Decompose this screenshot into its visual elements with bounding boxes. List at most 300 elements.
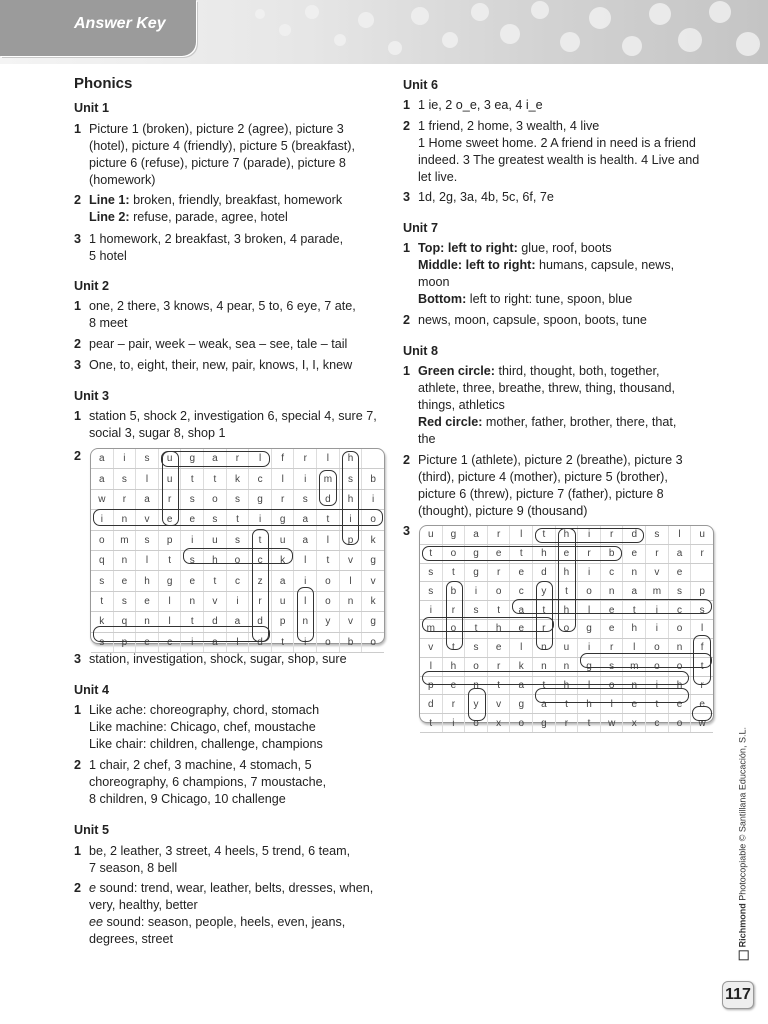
grid-cell: t bbox=[227, 510, 250, 529]
grid-cell: l bbox=[510, 526, 533, 544]
grid-cell: i bbox=[646, 677, 669, 695]
grid-cell: r bbox=[578, 545, 601, 563]
grid-cell: t bbox=[443, 639, 466, 657]
grid-cell: s bbox=[181, 490, 204, 509]
grid-cell: g bbox=[510, 695, 533, 713]
grid-cell: a bbox=[204, 449, 227, 468]
grid-cell: t bbox=[533, 677, 556, 695]
grid-cell: t bbox=[623, 601, 646, 619]
grid-cell: r bbox=[114, 490, 137, 509]
grid-cell: t bbox=[488, 601, 511, 619]
grid-cell: t bbox=[533, 526, 556, 544]
grid-cell: g bbox=[533, 714, 556, 732]
unit-5-item-1: 1 be, 2 leather, 3 street, 4 heels, 5 trend, 6 team, 7 season, 8 bell bbox=[74, 844, 351, 875]
grid-cell: t bbox=[700, 661, 704, 673]
grid-cell: e bbox=[181, 571, 204, 590]
grid-cell: o bbox=[370, 636, 376, 648]
grid-cell: c bbox=[159, 633, 182, 652]
grid-cell: t bbox=[556, 695, 579, 713]
grid-cell: k bbox=[91, 612, 114, 631]
grid-cell: n bbox=[533, 639, 556, 657]
grid-cell: i bbox=[227, 592, 250, 611]
unit-2-item-1: 1 one, 2 there, 3 knows, 4 pear, 5 to, 6 eye, 7 ate, 8 meet bbox=[74, 299, 356, 330]
grid-cell: g bbox=[249, 490, 272, 509]
grid-cell: s bbox=[465, 639, 488, 657]
grid-cell: d bbox=[533, 564, 556, 582]
grid-cell: f bbox=[700, 642, 704, 654]
grid-cell: t bbox=[465, 620, 488, 638]
grid-cell: t bbox=[204, 571, 227, 590]
grid-cell: i bbox=[294, 571, 317, 590]
grid-cell: w bbox=[601, 714, 624, 732]
grid-cell: n bbox=[623, 677, 646, 695]
grid-cell: a bbox=[623, 582, 646, 600]
grid-cell: e bbox=[623, 695, 646, 713]
grid-cell: e bbox=[510, 620, 533, 638]
grid-cell: l bbox=[294, 551, 317, 570]
unit-1-item-3: 3 1 homework, 2 breakfast, 3 broken, 4 parade, 5 hotel bbox=[74, 232, 344, 263]
grid-cell: v bbox=[136, 510, 159, 529]
grid-cell: i bbox=[646, 620, 669, 638]
grid-cell: h bbox=[533, 545, 556, 563]
grid-row bbox=[91, 469, 384, 489]
grid-cell: e bbox=[136, 592, 159, 611]
unit-1-item-2: 2 Line 1: broken, friendly, breakfast, homework Line 2: refuse, parade, agree, hotel bbox=[74, 193, 343, 224]
grid-cell: t bbox=[249, 531, 272, 550]
grid-cell: u bbox=[556, 639, 579, 657]
grid-cell: s bbox=[91, 571, 114, 590]
header-banner bbox=[0, 0, 768, 64]
grid-cell bbox=[691, 564, 713, 582]
grid-cell: i bbox=[294, 469, 317, 488]
grid-cell: u bbox=[699, 529, 705, 541]
grid-cell: b bbox=[340, 633, 363, 652]
grid-cell: m bbox=[420, 620, 443, 638]
grid-cell: e bbox=[114, 571, 137, 590]
grid-cell: u bbox=[159, 469, 182, 488]
grid-cell: g bbox=[465, 545, 488, 563]
grid-cell: r bbox=[294, 449, 317, 468]
grid-cell: h bbox=[556, 564, 579, 582]
grid-cell: s bbox=[91, 633, 114, 652]
grid-cell: g bbox=[272, 510, 295, 529]
grid-cell: h bbox=[340, 449, 363, 468]
grid-cell: v bbox=[370, 575, 376, 587]
grid-cell: d bbox=[249, 612, 272, 631]
grid-cell: n bbox=[340, 592, 363, 611]
grid-cell: x bbox=[488, 714, 511, 732]
grid-cell: u bbox=[159, 449, 182, 468]
grid-cell: l bbox=[578, 601, 601, 619]
grid-cell: g bbox=[578, 658, 601, 676]
grid-cell: l bbox=[272, 469, 295, 488]
grid-cell: i bbox=[578, 564, 601, 582]
grid-cell: h bbox=[556, 601, 579, 619]
grid-cell: v bbox=[420, 639, 443, 657]
grid-cell: h bbox=[443, 658, 466, 676]
grid-cell: s bbox=[114, 469, 137, 488]
grid-cell: c bbox=[227, 571, 250, 590]
grid-cell: h bbox=[204, 551, 227, 570]
grid-cell: v bbox=[340, 612, 363, 631]
grid-cell: a bbox=[533, 695, 556, 713]
grid-cell: a bbox=[91, 449, 114, 468]
grid-cell: c bbox=[510, 582, 533, 600]
grid-cell: r bbox=[601, 526, 624, 544]
grid-cell: d bbox=[623, 526, 646, 544]
grid-row bbox=[420, 526, 713, 545]
grid-cell: r bbox=[533, 620, 556, 638]
grid-cell: r bbox=[227, 449, 250, 468]
grid-cell: s bbox=[699, 604, 705, 616]
grid-cell: o bbox=[669, 620, 692, 638]
unit-2-item-3: 3 One, to, eight, their, new, pair, knows, I, I, knew bbox=[74, 358, 353, 372]
grid-cell: s bbox=[227, 531, 250, 550]
grid-row bbox=[91, 633, 384, 653]
grid-cell: r bbox=[700, 679, 704, 691]
grid-cell bbox=[362, 449, 384, 468]
grid-cell: g bbox=[370, 555, 376, 567]
grid-cell: a bbox=[91, 469, 114, 488]
grid-row bbox=[420, 601, 713, 620]
unit-4-title: Unit 4 bbox=[74, 683, 109, 697]
grid-cell: s bbox=[646, 526, 669, 544]
grid-cell: m bbox=[317, 469, 340, 488]
grid-cell: t bbox=[159, 551, 182, 570]
unit-4-item-1: 1 Like ache: choreography, chord, stomach Like machine: Chicago, chef, moustache Like chair: children, challenge, champions bbox=[74, 703, 323, 751]
grid-cell: w bbox=[698, 717, 706, 729]
grid-cell: o bbox=[317, 633, 340, 652]
grid-row bbox=[420, 714, 713, 733]
grid-cell: h bbox=[340, 490, 363, 509]
grid-cell: a bbox=[204, 633, 227, 652]
grid-cell: n bbox=[533, 658, 556, 676]
grid-cell: e bbox=[699, 698, 705, 710]
grid-cell: h bbox=[488, 620, 511, 638]
grid-cell: h bbox=[556, 677, 579, 695]
grid-cell: e bbox=[488, 639, 511, 657]
grid-cell: o bbox=[443, 545, 466, 563]
grid-cell: t bbox=[420, 545, 443, 563]
grid-cell: o bbox=[510, 714, 533, 732]
grid-cell: e bbox=[510, 564, 533, 582]
grid-cell: s bbox=[136, 531, 159, 550]
grid-row bbox=[91, 612, 384, 632]
grid-cell: e bbox=[181, 510, 204, 529]
grid-cell: r bbox=[488, 526, 511, 544]
grid-cell: u bbox=[420, 526, 443, 544]
grid-cell: s bbox=[204, 510, 227, 529]
grid-cell: r bbox=[249, 592, 272, 611]
grid-cell: n bbox=[669, 639, 692, 657]
grid-cell: o bbox=[601, 677, 624, 695]
grid-cell: l bbox=[159, 592, 182, 611]
grid-cell: p bbox=[114, 633, 137, 652]
grid-cell: b bbox=[443, 582, 466, 600]
unit-6-item-3: 3 1d, 2g, 3a, 4b, 5c, 6f, 7e bbox=[403, 190, 554, 204]
grid-cell: g bbox=[443, 526, 466, 544]
grid-cell: m bbox=[114, 531, 137, 550]
grid-cell: l bbox=[159, 612, 182, 631]
grid-cell: t bbox=[317, 510, 340, 529]
grid-cell: a bbox=[136, 490, 159, 509]
grid-cell: l bbox=[601, 695, 624, 713]
grid-cell: f bbox=[272, 449, 295, 468]
grid-cell: l bbox=[227, 633, 250, 652]
grid-cell: l bbox=[701, 623, 704, 635]
grid-cell: u bbox=[204, 531, 227, 550]
grid-cell: s bbox=[227, 490, 250, 509]
grid-cell: i bbox=[443, 714, 466, 732]
grid-row bbox=[91, 490, 384, 510]
unit-8-title: Unit 8 bbox=[403, 344, 438, 358]
grid-cell: s bbox=[294, 490, 317, 509]
grid-row bbox=[420, 620, 713, 639]
grid-cell: r bbox=[488, 564, 511, 582]
grid-cell: s bbox=[181, 551, 204, 570]
grid-cell: e bbox=[556, 545, 579, 563]
grid-cell: i bbox=[578, 526, 601, 544]
grid-cell: i bbox=[340, 510, 363, 529]
grid-cell: o bbox=[370, 514, 376, 526]
word-search-grid-1 bbox=[90, 448, 385, 648]
grid-cell: d bbox=[420, 695, 443, 713]
unit-7-item-1: 1 Top: left to right: glue, roof, boots Middle: left to right: humans, capsule, news, moon Bottom: left to right: tune, spoon, blue bbox=[403, 241, 675, 306]
grid-row bbox=[91, 531, 384, 551]
grid-cell: b bbox=[370, 473, 376, 485]
unit-4-item-2: 2 1 chair, 2 chef, 3 machine, 4 stomach, 5 choreography, 6 champions, 7 moustache, 8 children, 9 Chicago, 10 challenge bbox=[74, 758, 327, 806]
grid-cell: t bbox=[181, 612, 204, 631]
grid-cell: n bbox=[623, 564, 646, 582]
grid-cell: a bbox=[272, 571, 295, 590]
grid-cell: t bbox=[533, 601, 556, 619]
grid-cell: s bbox=[420, 582, 443, 600]
grid-cell: o bbox=[646, 658, 669, 676]
grid-cell: y bbox=[533, 582, 556, 600]
grid-row bbox=[91, 592, 384, 612]
grid-cell: n bbox=[136, 612, 159, 631]
unit-5-title: Unit 5 bbox=[74, 823, 109, 837]
header-tab bbox=[0, 0, 196, 56]
grid-cell: h bbox=[136, 571, 159, 590]
grid-cell: h bbox=[556, 526, 579, 544]
grid-cell: s bbox=[669, 582, 692, 600]
grid-cell: n bbox=[556, 658, 579, 676]
grid-cell: k bbox=[227, 469, 250, 488]
grid-cell: i bbox=[646, 601, 669, 619]
grid-cell: e bbox=[669, 564, 692, 582]
grid-cell: a bbox=[510, 601, 533, 619]
grid-cell: n bbox=[181, 592, 204, 611]
grid-cell: d bbox=[317, 490, 340, 509]
grid-cell: c bbox=[669, 601, 692, 619]
grid-cell: h bbox=[669, 677, 692, 695]
grid-cell: l bbox=[420, 658, 443, 676]
grid-cell: k bbox=[272, 551, 295, 570]
grid-cell: i bbox=[91, 510, 114, 529]
grid-cell: g bbox=[370, 616, 376, 628]
unit-7-item-2: 2 news, moon, capsule, spoon, boots, tune bbox=[403, 313, 647, 327]
grid-cell: n bbox=[465, 677, 488, 695]
grid-cell: v bbox=[204, 592, 227, 611]
grid-cell: t bbox=[181, 469, 204, 488]
unit-1-item-1: 1 Picture 1 (broken), picture 2 (agree), picture 3 (hotel), picture 4 (friendly), picture 5 (breakfast), picture 6 (refuse), picture 7 (parade), picture 8 (homework) bbox=[74, 122, 355, 187]
grid-row bbox=[420, 677, 713, 696]
grid-cell: b bbox=[601, 545, 624, 563]
grid-cell: v bbox=[646, 564, 669, 582]
grid-cell: t bbox=[556, 582, 579, 600]
grid-cell: c bbox=[249, 469, 272, 488]
grid-cell: o bbox=[227, 551, 250, 570]
grid-cell: y bbox=[317, 612, 340, 631]
grid-cell: u bbox=[272, 592, 295, 611]
grid-cell: g bbox=[159, 571, 182, 590]
grid-row bbox=[420, 658, 713, 677]
grid-cell: t bbox=[646, 695, 669, 713]
grid-cell: v bbox=[488, 695, 511, 713]
unit-8-item-2: 2 Picture 1 (athlete), picture 2 (breathe), picture 3 (third), picture 4 (mother), picture 5 (brother), picture 6 (threw), picture 7 (father), picture 8 (thought), picture 9 (thousand) bbox=[403, 453, 683, 518]
grid-row bbox=[420, 582, 713, 601]
unit-2-title: Unit 2 bbox=[74, 279, 109, 293]
grid-row bbox=[420, 545, 713, 564]
grid-cell: t bbox=[443, 564, 466, 582]
grid-row bbox=[91, 571, 384, 591]
grid-cell: p bbox=[159, 531, 182, 550]
grid-cell: l bbox=[578, 677, 601, 695]
grid-cell: t bbox=[578, 714, 601, 732]
grid-cell: e bbox=[601, 620, 624, 638]
grid-cell: l bbox=[317, 449, 340, 468]
grid-cell: x bbox=[623, 714, 646, 732]
grid-cell: p bbox=[699, 585, 705, 597]
grid-cell: s bbox=[601, 658, 624, 676]
grid-cell: l bbox=[510, 639, 533, 657]
grid-cell: i bbox=[465, 582, 488, 600]
grid-cell: k bbox=[370, 595, 376, 607]
grid-cell: u bbox=[272, 531, 295, 550]
grid-cell: s bbox=[136, 449, 159, 468]
grid-cell: o bbox=[443, 620, 466, 638]
grid-cell: l bbox=[317, 531, 340, 550]
grid-cell: i bbox=[114, 449, 137, 468]
grid-cell: r bbox=[488, 658, 511, 676]
grid-row bbox=[420, 564, 713, 583]
unit-6-item-1: 1 1 ie, 2 o_e, 3 ea, 4 i_e bbox=[403, 98, 543, 112]
grid-cell: h bbox=[578, 695, 601, 713]
grid-row bbox=[91, 551, 384, 571]
grid-cell: y bbox=[465, 695, 488, 713]
grid-cell: w bbox=[91, 490, 114, 509]
grid-cell: n bbox=[601, 582, 624, 600]
grid-cell: n bbox=[294, 612, 317, 631]
grid-cell: t bbox=[510, 545, 533, 563]
grid-cell: t bbox=[91, 592, 114, 611]
grid-row bbox=[420, 695, 713, 714]
grid-cell: l bbox=[249, 449, 272, 468]
grid-cell: e bbox=[669, 695, 692, 713]
grid-cell: o bbox=[578, 582, 601, 600]
grid-cell: k bbox=[370, 534, 376, 546]
grid-cell: i bbox=[181, 531, 204, 550]
grid-cell: d bbox=[204, 612, 227, 631]
grid-cell: q bbox=[114, 612, 137, 631]
grid-cell: l bbox=[136, 551, 159, 570]
grid-cell: r bbox=[443, 695, 466, 713]
unit-8-item-1: 1 Green circle: third, thought, both, together, athlete, three, breathe, threw, thing, thousand, things, athletics Red circle: mother, father, brother, there, that, the bbox=[403, 364, 677, 446]
grid-cell: i bbox=[420, 601, 443, 619]
unit-1-title: Unit 1 bbox=[74, 101, 109, 115]
grid-cell: o bbox=[204, 490, 227, 509]
grid-cell: o bbox=[669, 714, 692, 732]
grid-cell: s bbox=[465, 601, 488, 619]
grid-cell: s bbox=[340, 469, 363, 488]
grid-cell: o bbox=[556, 620, 579, 638]
photocopiable-note: Richmond Photocopiable © Santillana Educación, S.L. bbox=[738, 720, 749, 960]
grid-cell: o bbox=[669, 658, 692, 676]
grid-cell: v bbox=[340, 551, 363, 570]
grid-cell: c bbox=[646, 714, 669, 732]
grid-cell: a bbox=[294, 531, 317, 550]
grid-cell: t bbox=[488, 677, 511, 695]
grid-cell: l bbox=[294, 592, 317, 611]
grid-cell: r bbox=[272, 490, 295, 509]
grid-cell: r bbox=[556, 714, 579, 732]
grid-cell: c bbox=[601, 564, 624, 582]
grid-cell: a bbox=[510, 677, 533, 695]
grid-cell: q bbox=[91, 551, 114, 570]
grid-cell: z bbox=[249, 571, 272, 590]
grid-cell: t bbox=[204, 469, 227, 488]
grid-cell: i bbox=[578, 639, 601, 657]
grid-cell: o bbox=[488, 582, 511, 600]
grid-cell: i bbox=[372, 493, 375, 505]
grid-cell: s bbox=[420, 564, 443, 582]
unit-6-item-2: 2 1 friend, 2 home, 3 wealth, 4 live 1 Home sweet home. 2 A friend in need is a friend indeed. 3 The greatest wealth is health. 4 Live and let live. bbox=[403, 119, 700, 184]
grid-cell: o bbox=[465, 714, 488, 732]
grid-cell: i bbox=[249, 510, 272, 529]
grid-cell: a bbox=[465, 526, 488, 544]
grid-cell: k bbox=[510, 658, 533, 676]
grid-cell: d bbox=[249, 633, 272, 652]
grid-cell: g bbox=[181, 449, 204, 468]
grid-cell: c bbox=[249, 551, 272, 570]
grid-cell: a bbox=[669, 545, 692, 563]
grid-cell: e bbox=[601, 601, 624, 619]
grid-cell: g bbox=[578, 620, 601, 638]
grid-cell: i bbox=[294, 633, 317, 652]
grid-cell: t bbox=[272, 633, 295, 652]
grid-row bbox=[91, 510, 384, 530]
grid-cell: o bbox=[646, 639, 669, 657]
grid-cell: l bbox=[623, 639, 646, 657]
unit-3-item-1: 1 station 5, shock 2, investigation 6, special 4, sure 7, social 3, sugar 8, shop 1 bbox=[74, 409, 377, 440]
grid-cell: p bbox=[420, 677, 443, 695]
grid-cell: t bbox=[420, 714, 443, 732]
grid-cell: r bbox=[601, 639, 624, 657]
grid-cell: o bbox=[465, 658, 488, 676]
unit-2-item-2: 2 pear – pair, week – weak, sea – see, tale – tail bbox=[74, 337, 348, 351]
grid-cell: o bbox=[317, 571, 340, 590]
grid-cell: p bbox=[272, 612, 295, 631]
grid-cell: g bbox=[465, 564, 488, 582]
grid-cell: m bbox=[623, 658, 646, 676]
grid-cell: i bbox=[181, 633, 204, 652]
grid-cell: r bbox=[646, 545, 669, 563]
grid-cell: p bbox=[340, 531, 363, 550]
grid-cell: n bbox=[114, 510, 137, 529]
grid-cell: e bbox=[159, 510, 182, 529]
grid-cell: o bbox=[317, 592, 340, 611]
